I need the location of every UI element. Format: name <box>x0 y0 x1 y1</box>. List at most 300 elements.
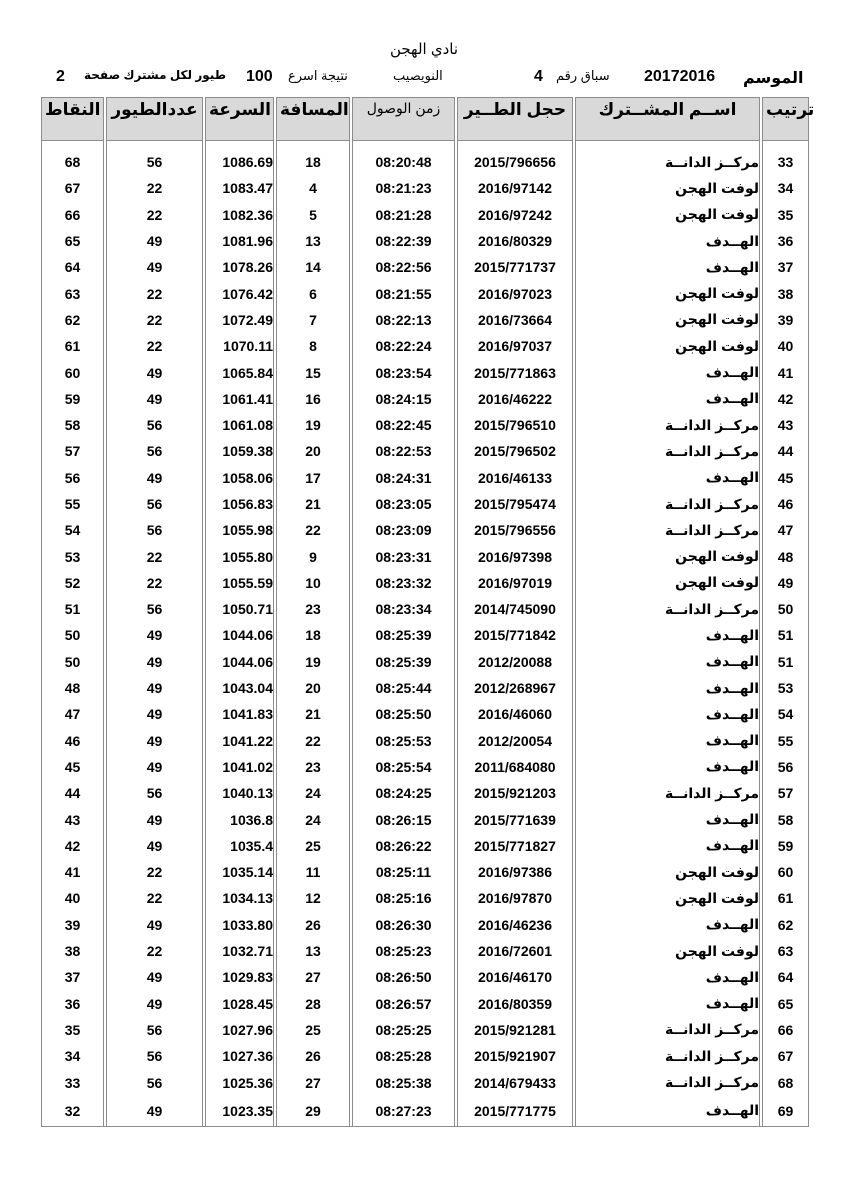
table-row <box>42 202 809 228</box>
row-speed: 1023.35 <box>206 1096 274 1127</box>
row-participant: لوفت الهجن <box>576 202 760 228</box>
row-points: 56 <box>42 465 104 491</box>
row-points: 53 <box>42 543 104 569</box>
row-points: 61 <box>42 333 104 359</box>
row-speed: 1036.8 <box>206 806 274 832</box>
table-row <box>42 859 809 885</box>
row-arrival-time: 08:25:16 <box>353 885 455 911</box>
row-participant: الهــدف <box>576 806 760 832</box>
row-distance: 23 <box>277 596 350 622</box>
row-ring: 2012/20054 <box>458 728 573 754</box>
row-bird-count: 49 <box>107 1096 203 1127</box>
row-speed: 1061.41 <box>206 386 274 412</box>
row-participant: الهــدف <box>576 754 760 780</box>
row-speed: 1041.02 <box>206 754 274 780</box>
row-ring: 2015/921203 <box>458 780 573 806</box>
row-bird-count: 49 <box>107 254 203 280</box>
row-distance: 16 <box>277 386 350 412</box>
row-points: 52 <box>42 570 104 596</box>
row-arrival-time: 08:24:31 <box>353 465 455 491</box>
row-points: 38 <box>42 938 104 964</box>
row-participant: الهــدف <box>576 675 760 701</box>
table-row <box>42 596 809 622</box>
per-member-label: طيور لكل مشترك صفحة <box>84 68 226 82</box>
row-speed: 1044.06 <box>206 649 274 675</box>
row-speed: 1081.96 <box>206 228 274 254</box>
row-bird-count: 56 <box>107 1043 203 1069</box>
row-points: 32 <box>42 1096 104 1127</box>
row-distance: 18 <box>277 622 350 648</box>
row-bird-count: 22 <box>107 543 203 569</box>
table-row <box>42 1043 809 1069</box>
row-distance: 28 <box>277 991 350 1017</box>
row-arrival-time: 08:24:15 <box>353 386 455 412</box>
row-participant: لوفت الهجن <box>576 885 760 911</box>
row-bird-count: 49 <box>107 964 203 990</box>
row-participant: الهــدف <box>576 912 760 938</box>
row-points: 57 <box>42 438 104 464</box>
row-ring: 2015/921281 <box>458 1017 573 1043</box>
table-row <box>42 728 809 754</box>
row-bird-count: 22 <box>107 307 203 333</box>
row-distance: 29 <box>277 1096 350 1127</box>
row-bird-count: 56 <box>107 491 203 517</box>
table-row <box>42 1017 809 1043</box>
row-ring: 2015/771863 <box>458 359 573 385</box>
row-rank: 47 <box>763 517 809 543</box>
row-arrival-time: 08:25:54 <box>353 754 455 780</box>
row-rank: 62 <box>763 912 809 938</box>
page-number: 2 <box>56 68 65 85</box>
row-arrival-time: 08:23:09 <box>353 517 455 543</box>
row-rank: 65 <box>763 991 809 1017</box>
row-ring: 2011/684080 <box>458 754 573 780</box>
row-bird-count: 49 <box>107 701 203 727</box>
row-points: 67 <box>42 175 104 201</box>
row-speed: 1035.4 <box>206 833 274 859</box>
col-rank: ترتيب <box>763 98 809 141</box>
row-ring: 2016/46060 <box>458 701 573 727</box>
row-rank: 50 <box>763 596 809 622</box>
row-participant: الهــدف <box>576 1096 760 1127</box>
table-row <box>42 675 809 701</box>
row-rank: 53 <box>763 675 809 701</box>
row-bird-count: 49 <box>107 675 203 701</box>
row-speed: 1035.14 <box>206 859 274 885</box>
row-ring: 2015/795474 <box>458 491 573 517</box>
row-rank: 49 <box>763 570 809 596</box>
row-arrival-time: 08:26:30 <box>353 912 455 938</box>
row-participant: لوفت الهجن <box>576 280 760 306</box>
row-ring: 2015/796556 <box>458 517 573 543</box>
row-arrival-time: 08:22:56 <box>353 254 455 280</box>
row-distance: 10 <box>277 570 350 596</box>
row-points: 48 <box>42 675 104 701</box>
race-label: سباق رقم <box>556 68 610 83</box>
row-arrival-time: 08:23:32 <box>353 570 455 596</box>
row-points: 43 <box>42 806 104 832</box>
row-ring: 2015/771639 <box>458 806 573 832</box>
row-points: 50 <box>42 622 104 648</box>
row-speed: 1040.13 <box>206 780 274 806</box>
col-speed: السرعة <box>206 98 274 141</box>
table-row <box>42 912 809 938</box>
row-arrival-time: 08:25:23 <box>353 938 455 964</box>
row-speed: 1027.96 <box>206 1017 274 1043</box>
row-participant: لوفت الهجن <box>576 307 760 333</box>
table-row <box>42 938 809 964</box>
row-distance: 24 <box>277 780 350 806</box>
row-points: 60 <box>42 359 104 385</box>
col-points: النقاط <box>42 98 104 141</box>
row-distance: 25 <box>277 1017 350 1043</box>
row-distance: 12 <box>277 885 350 911</box>
table-row <box>42 833 809 859</box>
row-distance: 15 <box>277 359 350 385</box>
row-arrival-time: 08:25:11 <box>353 859 455 885</box>
row-arrival-time: 08:25:39 <box>353 622 455 648</box>
row-bird-count: 56 <box>107 1069 203 1095</box>
row-speed: 1027.36 <box>206 1043 274 1069</box>
row-arrival-time: 08:26:50 <box>353 964 455 990</box>
row-points: 47 <box>42 701 104 727</box>
row-speed: 1072.49 <box>206 307 274 333</box>
row-bird-count: 49 <box>107 754 203 780</box>
row-rank: 45 <box>763 465 809 491</box>
row-rank: 33 <box>763 149 809 175</box>
row-participant: مركــز الدانــة <box>576 149 760 175</box>
row-arrival-time: 08:23:31 <box>353 543 455 569</box>
row-distance: 25 <box>277 833 350 859</box>
row-rank: 51 <box>763 622 809 648</box>
row-ring: 2016/73664 <box>458 307 573 333</box>
table-row <box>42 175 809 201</box>
row-rank: 66 <box>763 1017 809 1043</box>
row-speed: 1056.83 <box>206 491 274 517</box>
row-distance: 26 <box>277 1043 350 1069</box>
row-bird-count: 56 <box>107 517 203 543</box>
row-bird-count: 22 <box>107 885 203 911</box>
row-distance: 27 <box>277 964 350 990</box>
row-points: 44 <box>42 780 104 806</box>
row-distance: 19 <box>277 649 350 675</box>
row-speed: 1041.83 <box>206 701 274 727</box>
row-rank: 43 <box>763 412 809 438</box>
row-bird-count: 49 <box>107 649 203 675</box>
row-participant: لوفت الهجن <box>576 333 760 359</box>
row-distance: 23 <box>277 754 350 780</box>
row-distance: 11 <box>277 859 350 885</box>
table-row <box>42 1069 809 1095</box>
row-bird-count: 49 <box>107 912 203 938</box>
row-distance: 21 <box>277 491 350 517</box>
row-distance: 7 <box>277 307 350 333</box>
row-rank: 38 <box>763 280 809 306</box>
row-rank: 60 <box>763 859 809 885</box>
row-arrival-time: 08:22:53 <box>353 438 455 464</box>
result-label: نتيجة اسرع <box>288 68 348 83</box>
row-participant: الهــدف <box>576 228 760 254</box>
row-bird-count: 49 <box>107 991 203 1017</box>
row-speed: 1044.06 <box>206 622 274 648</box>
row-distance: 17 <box>277 465 350 491</box>
row-bird-count: 49 <box>107 386 203 412</box>
row-ring: 2016/72601 <box>458 938 573 964</box>
row-bird-count: 22 <box>107 570 203 596</box>
row-rank: 55 <box>763 728 809 754</box>
col-ring: حجل الطــير <box>458 98 573 141</box>
row-ring: 2015/771842 <box>458 622 573 648</box>
row-arrival-time: 08:20:48 <box>353 149 455 175</box>
season-label: الموسم <box>743 70 804 87</box>
row-distance: 20 <box>277 438 350 464</box>
table-row <box>42 254 809 280</box>
row-points: 65 <box>42 228 104 254</box>
row-points: 46 <box>42 728 104 754</box>
row-distance: 8 <box>277 333 350 359</box>
row-ring: 2015/771775 <box>458 1096 573 1127</box>
row-participant: الهــدف <box>576 964 760 990</box>
row-bird-count: 22 <box>107 175 203 201</box>
row-speed: 1055.80 <box>206 543 274 569</box>
row-points: 33 <box>42 1069 104 1095</box>
table-row <box>42 280 809 306</box>
row-distance: 27 <box>277 1069 350 1095</box>
row-participant: الهــدف <box>576 833 760 859</box>
row-bird-count: 49 <box>107 359 203 385</box>
row-ring: 2016/46236 <box>458 912 573 938</box>
row-rank: 63 <box>763 938 809 964</box>
table-row <box>42 754 809 780</box>
row-ring: 2016/97398 <box>458 543 573 569</box>
row-bird-count: 49 <box>107 228 203 254</box>
row-arrival-time: 08:22:13 <box>353 307 455 333</box>
row-bird-count: 22 <box>107 859 203 885</box>
row-ring: 2015/796656 <box>458 149 573 175</box>
row-speed: 1034.13 <box>206 885 274 911</box>
row-speed: 1082.36 <box>206 202 274 228</box>
row-speed: 1078.26 <box>206 254 274 280</box>
row-bird-count: 56 <box>107 596 203 622</box>
table-row <box>42 517 809 543</box>
row-rank: 56 <box>763 754 809 780</box>
table-row <box>42 622 809 648</box>
row-ring: 2015/796502 <box>458 438 573 464</box>
row-participant: الهــدف <box>576 991 760 1017</box>
row-arrival-time: 08:25:53 <box>353 728 455 754</box>
table-row <box>42 806 809 832</box>
row-ring: 2016/97023 <box>458 280 573 306</box>
row-points: 41 <box>42 859 104 885</box>
row-bird-count: 49 <box>107 622 203 648</box>
row-arrival-time: 08:25:39 <box>353 649 455 675</box>
row-distance: 18 <box>277 149 350 175</box>
row-speed: 1033.80 <box>206 912 274 938</box>
row-ring: 2012/268967 <box>458 675 573 701</box>
row-ring: 2015/771827 <box>458 833 573 859</box>
row-points: 40 <box>42 885 104 911</box>
col-participant: اســم المشــترك <box>576 98 760 141</box>
row-participant: الهــدف <box>576 649 760 675</box>
race-name: النويصيب <box>393 68 443 83</box>
table-row <box>42 964 809 990</box>
row-rank: 48 <box>763 543 809 569</box>
row-participant: لوفت الهجن <box>576 175 760 201</box>
row-participant: مركــز الدانــة <box>576 596 760 622</box>
row-participant: الهــدف <box>576 465 760 491</box>
row-participant: الهــدف <box>576 701 760 727</box>
row-rank: 39 <box>763 307 809 333</box>
table-row <box>42 307 809 333</box>
row-ring: 2016/97142 <box>458 175 573 201</box>
row-ring: 2015/921907 <box>458 1043 573 1069</box>
row-rank: 44 <box>763 438 809 464</box>
row-speed: 1058.06 <box>206 465 274 491</box>
table-row <box>42 333 809 359</box>
table-row <box>42 701 809 727</box>
table-row <box>42 412 809 438</box>
row-ring: 2016/97386 <box>458 859 573 885</box>
row-bird-count: 49 <box>107 728 203 754</box>
row-points: 42 <box>42 833 104 859</box>
row-ring: 2015/796510 <box>458 412 573 438</box>
row-rank: 67 <box>763 1043 809 1069</box>
row-arrival-time: 08:21:23 <box>353 175 455 201</box>
row-distance: 9 <box>277 543 350 569</box>
row-rank: 59 <box>763 833 809 859</box>
row-speed: 1086.69 <box>206 149 274 175</box>
row-speed: 1029.83 <box>206 964 274 990</box>
row-speed: 1083.47 <box>206 175 274 201</box>
row-points: 37 <box>42 964 104 990</box>
row-participant: مركــز الدانــة <box>576 1069 760 1095</box>
row-ring: 2016/46222 <box>458 386 573 412</box>
row-participant: لوفت الهجن <box>576 570 760 596</box>
row-speed: 1065.84 <box>206 359 274 385</box>
table-row <box>42 386 809 412</box>
row-distance: 4 <box>277 175 350 201</box>
row-participant: مركــز الدانــة <box>576 517 760 543</box>
row-bird-count: 49 <box>107 833 203 859</box>
row-distance: 13 <box>277 938 350 964</box>
row-rank: 61 <box>763 885 809 911</box>
row-participant: الهــدف <box>576 254 760 280</box>
row-distance: 13 <box>277 228 350 254</box>
row-speed: 1059.38 <box>206 438 274 464</box>
row-participant: مركــز الدانــة <box>576 491 760 517</box>
race-number: 4 <box>534 68 543 85</box>
table-row <box>42 149 809 175</box>
row-arrival-time: 08:21:55 <box>353 280 455 306</box>
row-distance: 5 <box>277 202 350 228</box>
row-speed: 1028.45 <box>206 991 274 1017</box>
row-ring: 2016/97037 <box>458 333 573 359</box>
row-points: 64 <box>42 254 104 280</box>
row-bird-count: 49 <box>107 806 203 832</box>
row-ring: 2016/97242 <box>458 202 573 228</box>
row-speed: 1055.59 <box>206 570 274 596</box>
row-bird-count: 56 <box>107 1017 203 1043</box>
table-row <box>42 1096 809 1127</box>
row-rank: 57 <box>763 780 809 806</box>
table-row <box>42 991 809 1017</box>
row-speed: 1076.42 <box>206 280 274 306</box>
row-rank: 36 <box>763 228 809 254</box>
row-bird-count: 56 <box>107 412 203 438</box>
row-distance: 19 <box>277 412 350 438</box>
row-ring: 2012/20088 <box>458 649 573 675</box>
row-participant: لوفت الهجن <box>576 938 760 964</box>
row-rank: 51 <box>763 649 809 675</box>
season-value: 20172016 <box>644 68 716 85</box>
row-rank: 37 <box>763 254 809 280</box>
col-arrival-time: زمن الوصول <box>353 98 455 141</box>
table-row <box>42 543 809 569</box>
row-rank: 64 <box>763 964 809 990</box>
row-speed: 1070.11 <box>206 333 274 359</box>
row-arrival-time: 08:25:50 <box>353 701 455 727</box>
row-speed: 1032.71 <box>206 938 274 964</box>
row-participant: الهــدف <box>576 359 760 385</box>
row-ring: 2016/97019 <box>458 570 573 596</box>
row-speed: 1025.36 <box>206 1069 274 1095</box>
row-rank: 40 <box>763 333 809 359</box>
row-points: 34 <box>42 1043 104 1069</box>
row-distance: 14 <box>277 254 350 280</box>
row-participant: مركــز الدانــة <box>576 1017 760 1043</box>
row-speed: 1055.98 <box>206 517 274 543</box>
row-distance: 21 <box>277 701 350 727</box>
row-rank: 42 <box>763 386 809 412</box>
results-table <box>41 97 815 1127</box>
row-ring: 2015/771737 <box>458 254 573 280</box>
row-points: 39 <box>42 912 104 938</box>
row-points: 35 <box>42 1017 104 1043</box>
row-distance: 24 <box>277 806 350 832</box>
row-points: 58 <box>42 412 104 438</box>
row-arrival-time: 08:25:38 <box>353 1069 455 1095</box>
row-arrival-time: 08:26:57 <box>353 991 455 1017</box>
row-participant: مركــز الدانــة <box>576 412 760 438</box>
row-bird-count: 56 <box>107 149 203 175</box>
row-points: 59 <box>42 386 104 412</box>
row-ring: 2016/80329 <box>458 228 573 254</box>
row-arrival-time: 08:22:39 <box>353 228 455 254</box>
row-participant: الهــدف <box>576 728 760 754</box>
row-points: 66 <box>42 202 104 228</box>
row-arrival-time: 08:26:22 <box>353 833 455 859</box>
row-rank: 46 <box>763 491 809 517</box>
row-rank: 34 <box>763 175 809 201</box>
row-participant: مركــز الدانــة <box>576 1043 760 1069</box>
row-points: 50 <box>42 649 104 675</box>
row-points: 63 <box>42 280 104 306</box>
row-participant: لوفت الهجن <box>576 543 760 569</box>
table-row <box>42 649 809 675</box>
row-arrival-time: 08:27:23 <box>353 1096 455 1127</box>
row-points: 36 <box>42 991 104 1017</box>
row-arrival-time: 08:22:24 <box>353 333 455 359</box>
row-arrival-time: 08:25:44 <box>353 675 455 701</box>
row-participant: مركــز الدانــة <box>576 780 760 806</box>
row-ring: 2016/46133 <box>458 465 573 491</box>
row-bird-count: 56 <box>107 438 203 464</box>
row-bird-count: 56 <box>107 780 203 806</box>
table-row <box>42 885 809 911</box>
row-rank: 35 <box>763 202 809 228</box>
row-participant: الهــدف <box>576 622 760 648</box>
col-distance: المسافة <box>277 98 350 141</box>
